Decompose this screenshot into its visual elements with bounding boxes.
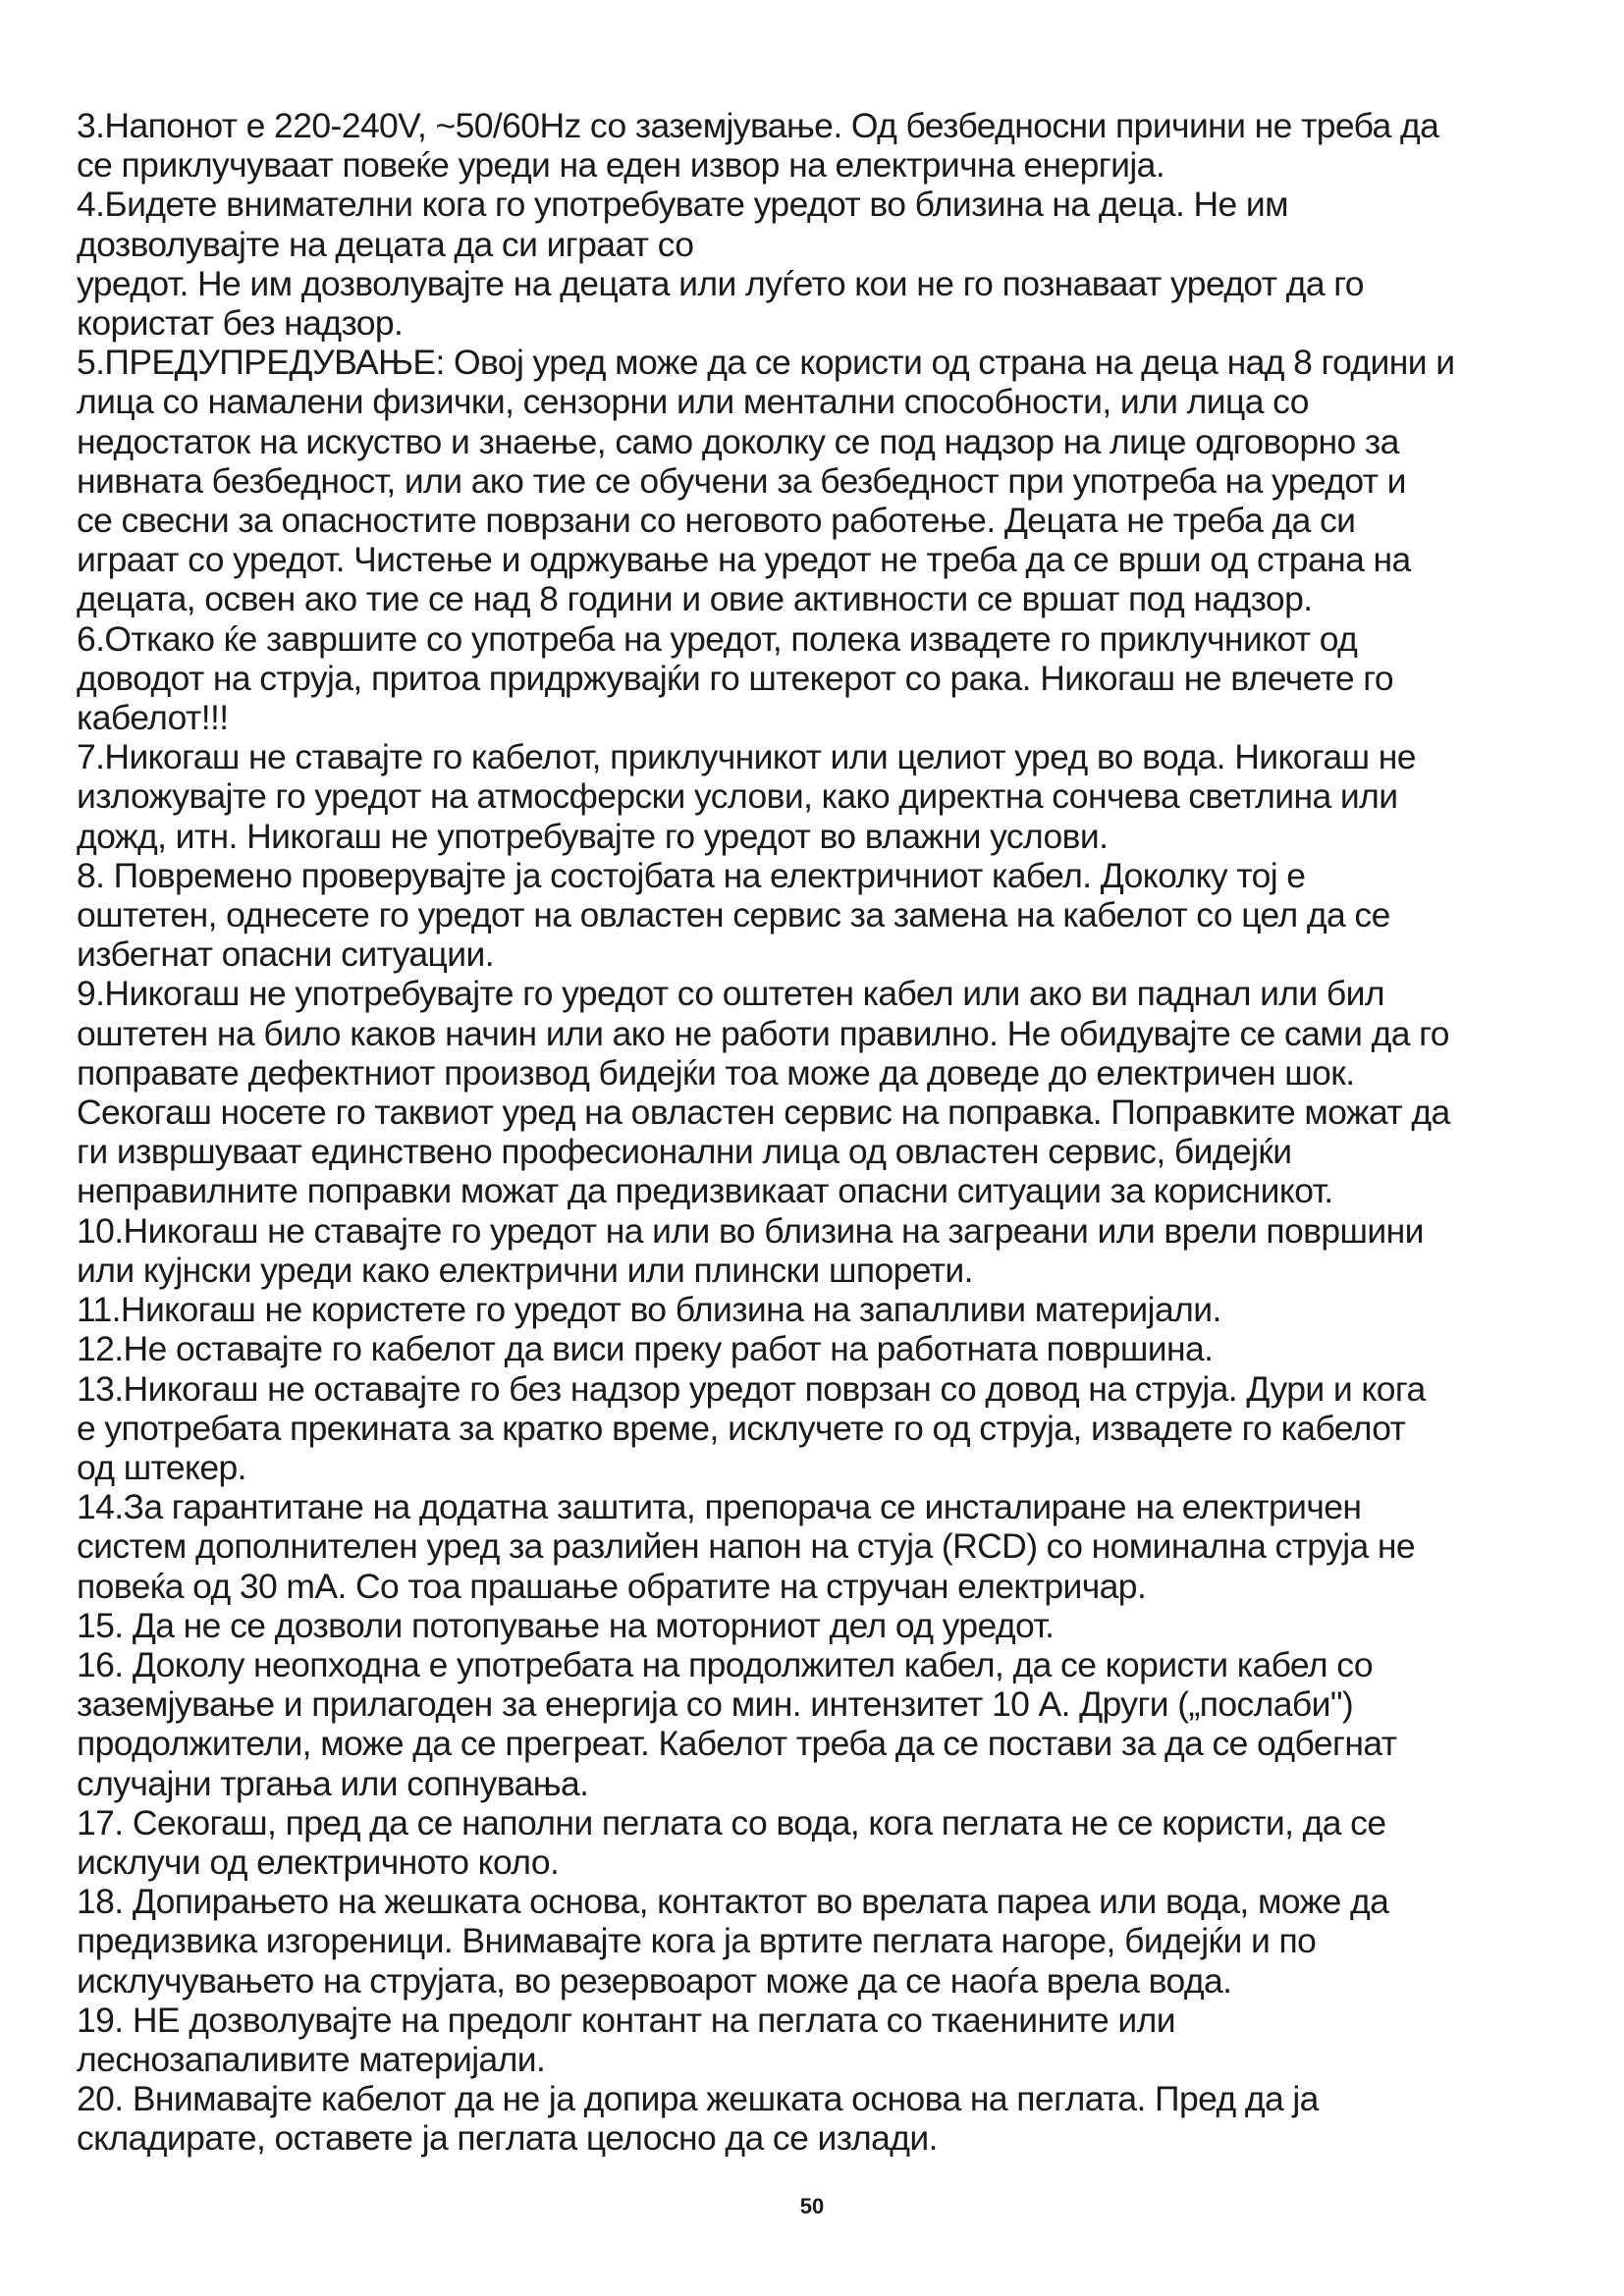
text-line: 4.Бидете внимателни кога го употребувате уредот во близина на деца. Не им bbox=[77, 185, 1288, 225]
text-line: од штекер. bbox=[77, 1447, 246, 1487]
text-line: се приклучуваат повеќе уреди на еден извор на електрична енергија. bbox=[77, 145, 1165, 186]
text-line: се свесни за опасностите поврзани со неговото работење. Децата не треба да си bbox=[77, 501, 1356, 541]
text-line: 18. Допирањето на жешката основа, контактот во врелата пареа или вода, може да bbox=[77, 1882, 1389, 1922]
text-line: 17. Секогаш, пред да се наполни пеглата со вода, кога пеглата не се користи, да се bbox=[77, 1802, 1386, 1842]
text-line: повеќа од 30 mA. Со тоа прашање обратите на стручан електричар. bbox=[77, 1566, 1147, 1606]
text-line: лица со намалени физички, сензорни или ментални способности, или лица со bbox=[77, 382, 1309, 422]
instructions-text bbox=[77, 106, 1559, 2159]
text-line: продолжители, може да се прегреат. Кабелот треба да се постави за да се одбегнат bbox=[77, 1724, 1397, 1764]
text-line: систем дополнителен уред за разлийен напон на стуја (RCD) со номинална струја не bbox=[77, 1526, 1416, 1567]
text-line: 3.Напонот е 220-240V, ~50/60Hz со заземјување. Од безбедносни причини не треба да bbox=[77, 106, 1439, 145]
text-line: леснозапаливите материјали. bbox=[77, 2039, 546, 2079]
text-line: 15. Да не се дозволи потопување на моторниот дел од уредот. bbox=[77, 1605, 1055, 1645]
text-line: доводот на струја, притоа придржувајќи го штекерот со рака. Никогаш не влечете го bbox=[77, 658, 1393, 698]
text-line: или кујнски уреди како електрични или плински шпорети. bbox=[77, 1250, 973, 1290]
text-line: предизвика изгореници. Внимавајте кога ја вртите пеглата нагоре, бидејќи и по bbox=[77, 1921, 1317, 1961]
text-line: заземјување и прилагоден за енергија со мин. интензитет 10 А. Други („послаби") bbox=[77, 1684, 1354, 1725]
text-line: децата, освен ако тие се над 8 години и овие активности се вршат под надзор. bbox=[77, 579, 1313, 619]
text-line: дозволувајте на децата да си играат со bbox=[77, 224, 694, 264]
text-line: складирате, оставете ја пеглата целосно да се излади. bbox=[77, 2118, 938, 2159]
text-line: неправилните поправки можат да предизвикаат опасни ситуации за корисникот. bbox=[77, 1171, 1333, 1211]
text-line: користат без надзор. bbox=[77, 303, 404, 344]
text-line: кабелот!!! bbox=[77, 698, 229, 738]
text-line: недостаток на искуство и знаење, само доколку се под надзор на лице одговорно за bbox=[77, 421, 1399, 461]
text-line: 14.За гарантитане на додатна заштита, препорача се инсталиране на електричен bbox=[77, 1487, 1362, 1527]
text-line: е употребата прекината за кратко време, исклучете го од струја, извадете го кабелот bbox=[77, 1408, 1406, 1448]
text-line: случајни тргања или сопнувања. bbox=[77, 1763, 589, 1803]
text-line: избегнат опасни ситуации. bbox=[77, 934, 494, 975]
text-line: 13.Никогаш не оставајте го без надзор уредот поврзан со довод на струја. Дури и кога bbox=[77, 1368, 1426, 1409]
page-number: 50 bbox=[799, 2194, 825, 2218]
text-line: 7.Никогаш не ставајте го кабелот, приклучникот или целиот уред во вода. Никогаш не bbox=[77, 737, 1416, 777]
text-line: исклучувањето на струјата, во резервоарот може да се наоѓа врела вода. bbox=[77, 1960, 1232, 2001]
text-line: поправате дефектниот производ бидејќи тоа може да доведе до електричен шок. bbox=[77, 1052, 1355, 1093]
text-line: оштетен на било каков начин или ако не работи правилно. Не обидувајте се сами да го bbox=[77, 1013, 1449, 1053]
text-line: Секогаш носете го таквиот уред на овластен сервис на поправка. Поправките можат да bbox=[77, 1093, 1450, 1133]
text-line: 6.Откако ќе завршите со употреба на уредот, полека извадете го приклучникот од bbox=[77, 618, 1358, 659]
text-line: 8. Повремено проверувајте ја состојбата на електричниот кабел. Доколку тој е bbox=[77, 855, 1306, 895]
text-line: исклучи од електричното коло. bbox=[77, 1842, 560, 1882]
text-line: 5.ПРЕДУПРЕДУВАЊЕ: Овој уред може да се користи од страна на деца над 8 години и bbox=[77, 343, 1455, 383]
text-line: 9.Никогаш не употребувајте го уредот со оштетен кабел или ако ви паднал или бил bbox=[77, 974, 1384, 1014]
text-line: уредот. Не им дозволувајте на децата или луѓето кои не го познаваат уредот да го bbox=[77, 263, 1364, 303]
text-line: изложувајте го уредот на атмосферски услови, како директна сончева светлина или bbox=[77, 776, 1398, 817]
text-line: 11.Никогаш не користете го уредот во близина на запалливи материјали. bbox=[77, 1290, 1221, 1330]
text-line: играат со уредот. Чистење и одржување на уредот не треба да се врши од страна на bbox=[77, 540, 1411, 580]
text-line: 10.Никогаш не ставајте го уредот на или во близина на загреани или врели површини bbox=[77, 1210, 1424, 1251]
text-line: 19. НЕ дозволувајте на предолг контант на пеглата со ткаенините или bbox=[77, 2000, 1175, 2040]
text-line: 16. Доколу неопходна е употребата на продолжител кабел, да се користи кабел со bbox=[77, 1644, 1373, 1684]
text-line: ги извршуваат единствено професионални лица од овластен сервис, бидејќи bbox=[77, 1132, 1292, 1172]
text-line: оштетен, однесете го уредот на овластен сервис за замена на кабелот со цел да се bbox=[77, 895, 1390, 935]
text-line: нивната безбедност, или ако тие се обучени за безбедност при употреба на уредот и bbox=[77, 460, 1406, 501]
text-line: 12.Не оставајте го кабелот да виси преку работ на работната површина. bbox=[77, 1329, 1214, 1369]
text-line: дожд, итн. Никогаш не употребувајте го уредот во влажни услови. bbox=[77, 816, 1109, 856]
text-line: 20. Внимавајте кабелот да не ја допира жешката основа на пеглата. Пред да ја bbox=[77, 2079, 1319, 2119]
